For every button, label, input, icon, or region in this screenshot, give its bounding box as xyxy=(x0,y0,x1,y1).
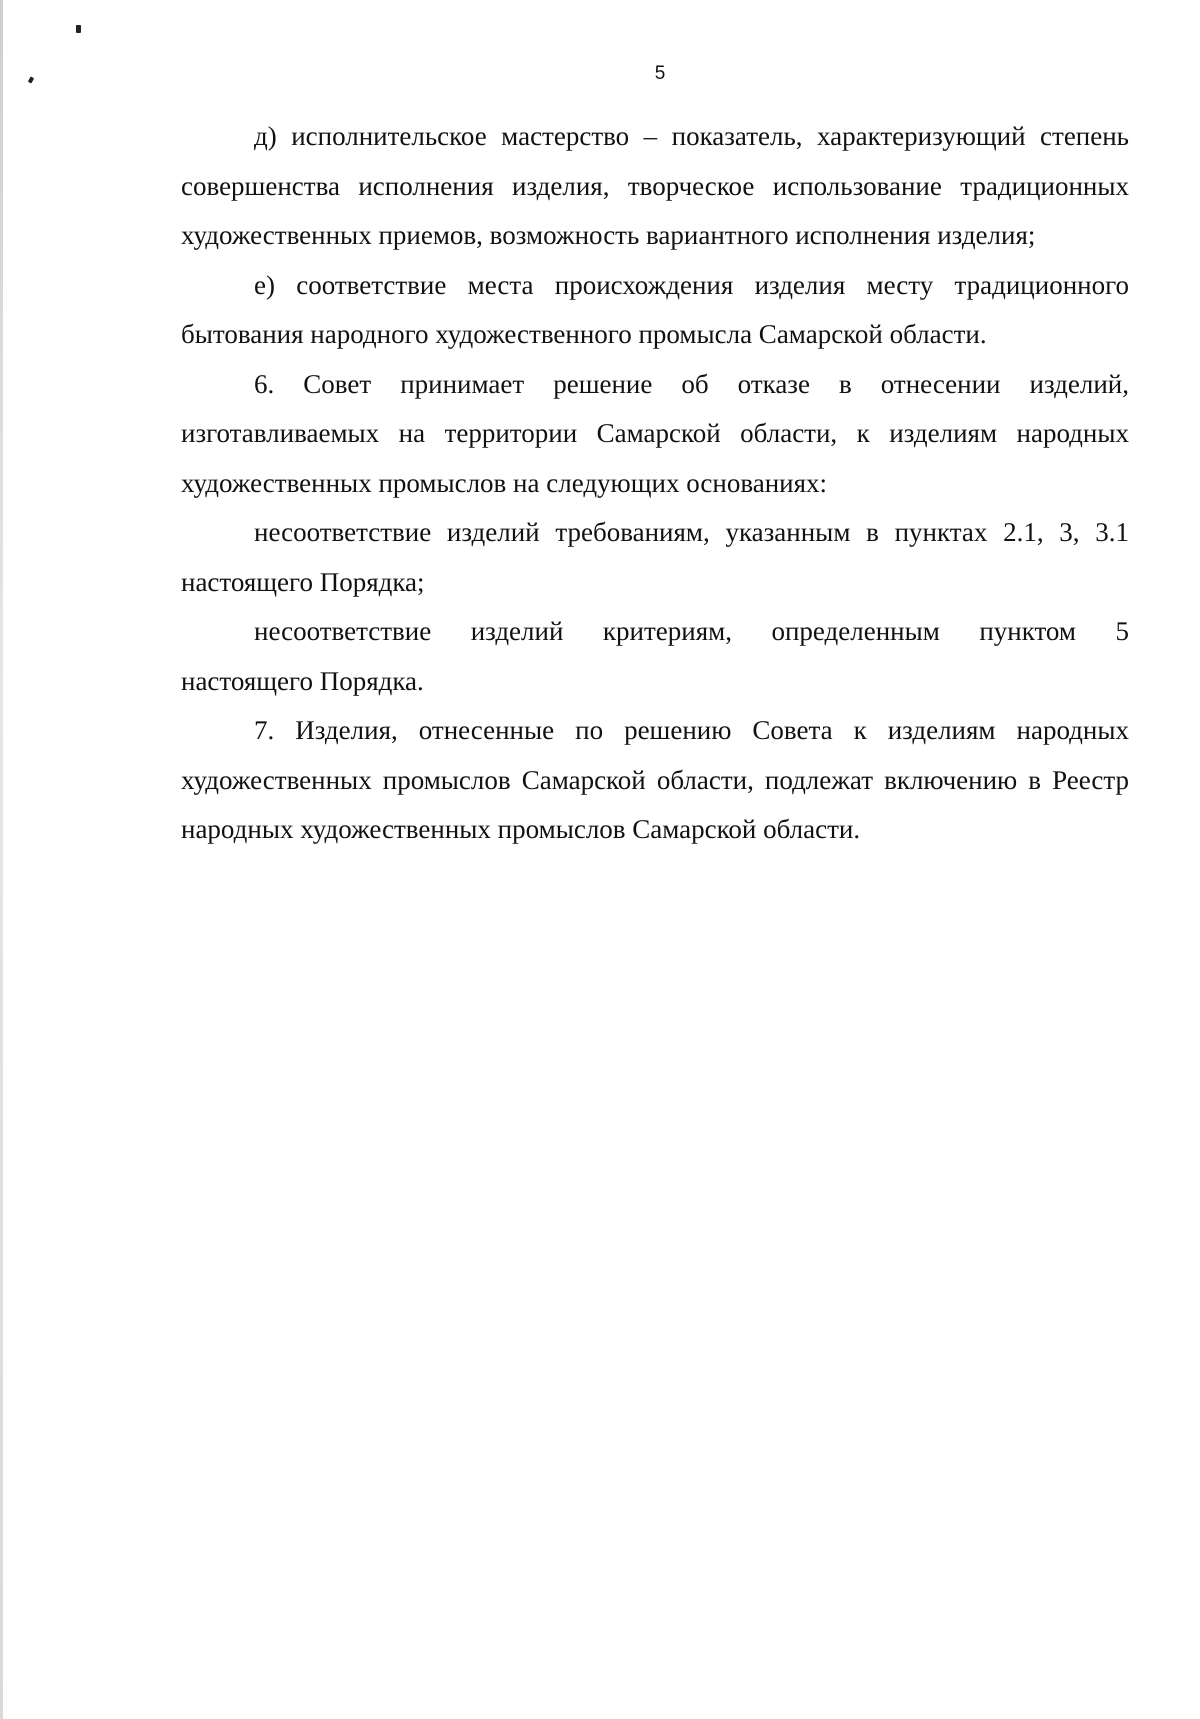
scan-speck xyxy=(28,76,34,83)
scan-speck xyxy=(76,25,81,33)
paragraph-item-d: д) исполнительское мастерство – показатель, характеризующий степень совершенства исполнения изделия, творческое использование традиционных художественных приемов, возможность вариантного исполнения изделия; xyxy=(181,121,1129,250)
scan-left-edge xyxy=(0,0,3,1719)
page-number: 5 xyxy=(654,63,666,84)
paragraph-ground-criteria: несоответствие изделий критериям, определенным пунктом 5 xyxy=(254,616,1129,646)
paragraph-item-e: е) соответствие места происхождения изделия месту традиционного бытования народного художественного промысла Самарской области. xyxy=(181,269,1129,349)
paragraph-ground-requirements: несоответствие изделий требованиям, указанным в пунктах 2.1, 3, 3.1 настоящего Порядка; xyxy=(181,517,1129,597)
paragraph-clause-7: 7. Изделия, отнесенные по решению Совета к изделиям народных художественных промыслов Самарской области, подлежат включению в Реестр народных художественных промыслов Самарской области. xyxy=(181,715,1129,844)
paragraph-clause-6: 6. Совет принимает решение об отказе в отнесении изделий, изготавливаемых на территории Самарской области, к изделиям народных художественных промыслов на следующих основаниях: xyxy=(181,368,1129,498)
document-body xyxy=(181,112,1129,855)
paragraph-ground-criteria-continuation: настоящего Порядка. xyxy=(181,665,424,696)
